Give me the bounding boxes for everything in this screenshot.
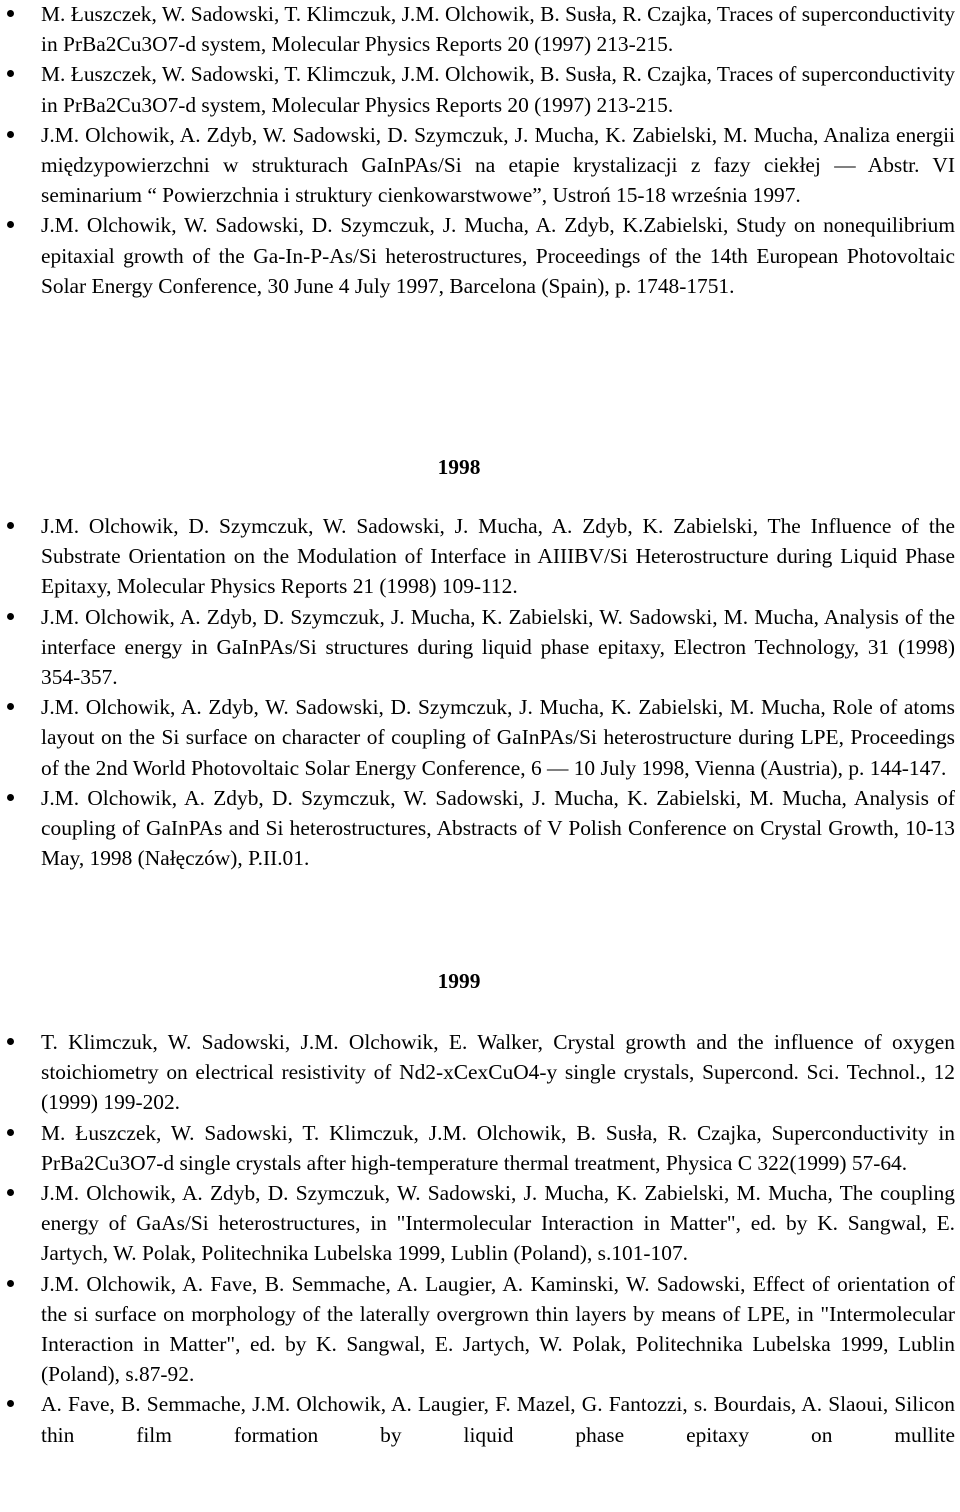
list-item: [0, 1178, 955, 1269]
citation-text: T. Klimczuk, W. Sadowski, J.M. Olchowik, E. Walker, Crystal growth and the influence of oxygen stoichiometry on electrical resistivity of Nd2-xCexCuO4-y single crystals, Supercond. Sci. Technol., 12 (1999) 199-202.: [41, 1030, 955, 1115]
citation-text: J.M. Olchowik, A. Zdyb, D. Szymczuk, W. Sadowski, J. Mucha, K. Zabielski, M. Mucha, The coupling energy of GaAs/Si heterostructures, in "Intermolecular Interaction in Matter", ed. by K. Sangwal, E. Jartych, W. Polak, Politechnika Lubelska 1999, Lublin (Poland), s.101-107.: [41, 1181, 955, 1266]
citation-text: M. Łuszczek, W. Sadowski, T. Klimczuk, J.M. Olchowik, B. Susła, R. Czajka, Superconductivity in PrBa2Cu3O7-d single crystals after high-temperature thermal treatment, Physica C 322(1999) 57-64.: [41, 1120, 955, 1175]
list-item: [0, 0, 955, 59]
citation-text: J.M. Olchowik, W. Sadowski, D. Szymczuk, J. Mucha, A. Zdyb, K.Zabielski, Study on nonequilibrium epitaxial growth of the Ga-In-P-As/Si heterostructures, Proceedings of the 14th European Photovoltaic Solar Energy Conference, 30 June 4 July 1997, Barcelona (Spain), p. 1748-1751.: [41, 213, 955, 298]
publications-1998: [0, 511, 960, 873]
list-item: [0, 1269, 955, 1390]
bullet-icon: [7, 221, 14, 228]
list-item: [0, 692, 955, 783]
bullet-icon: [7, 10, 14, 17]
bullet-icon: [7, 1189, 14, 1196]
publications-1999: [0, 1027, 960, 1450]
citation-text: M. Łuszczek, W. Sadowski, T. Klimczuk, J.M. Olchowik, B. Susła, R. Czajka, Traces of superconductivity in PrBa2Cu3O7-d system, Molecular Physics Reports 20 (1997) 213-215.: [41, 62, 955, 117]
bullet-icon: [7, 1129, 14, 1136]
citation-text: J.M. Olchowik, A. Zdyb, W. Sadowski, D. Szymczuk, J. Mucha, K. Zabielski, M. Mucha, Analiza energii międzypowierzchni w strukturach GaInPAs/Si na etapie krystalizacji z fazy ciekłej ― Abstr. VI seminarium “ Powierzchnia i struktury cienkowarstwowe”, Ustroń 15-18 września 1997.: [41, 122, 955, 208]
list-item: [0, 1389, 955, 1449]
bullet-icon: [7, 1038, 14, 1045]
bullet-icon: [7, 794, 14, 801]
bullet-icon: [7, 613, 14, 620]
bullet-icon: [7, 70, 14, 77]
citation-text: J.M. Olchowik, A. Zdyb, D. Szymczuk, W. Sadowski, J. Mucha, K. Zabielski, M. Mucha, Analysis of coupling of GaInPAs and Si heterostructures, Abstracts of V Polish Conference on Crystal Growth, 10-13 May, 1998 (Nałęczów), P.II.01.: [41, 785, 955, 871]
bullet-icon: [7, 703, 14, 710]
year-heading-1999: 1999: [437, 969, 481, 993]
bullet-icon: [7, 131, 14, 138]
list-item: [0, 59, 955, 119]
citation-text: J.M. Olchowik, A. Zdyb, W. Sadowski, D. Szymczuk, J. Mucha, K. Zabielski, M. Mucha, Role of atoms layout on the Si surface on character of coupling of GaInPAs/Si heterostructure during LPE, Proceedings of the 2nd World Photovoltaic Solar Energy Conference, 6 ― 10 July 1998, Vienna (Austria), p. 144-147.: [41, 695, 955, 780]
list-item: [0, 783, 955, 874]
bullet-icon: [7, 1280, 14, 1287]
citation-text: J.M. Olchowik, D. Szymczuk, W. Sadowski, J. Mucha, A. Zdyb, K. Zabielski, The Influence of the Substrate Orientation on the Modulation of Interface in AIIIBV/Si Heterostructure during Liquid Phase Epitaxy, Molecular Physics Reports 21 (1998) 109-112.: [41, 514, 955, 599]
list-item: [0, 120, 955, 211]
list-item: [0, 511, 955, 602]
citation-text: J.M. Olchowik, A. Fave, B. Semmache, A. Laugier, A. Kaminski, W. Sadowski, Effect of orientation of the si surface on morphology of the laterally overgrown thin layers by means of LPE, in "Intermolecular Interaction in Matter", ed. by K. Sangwal, E. Jartych, W. Polak, Politechnika Lubelska 1999, Lublin (Poland), s.87-92.: [41, 1271, 955, 1387]
citation-text: M. Łuszczek, W. Sadowski, T. Klimczuk, J.M. Olchowik, B. Susła, R. Czajka, Traces of superconductivity in PrBa2Cu3O7-d system, Molecular Physics Reports 20 (1997) 213-215.: [41, 2, 955, 57]
citation-text: A. Fave, B. Semmache, J.M. Olchowik, A. Laugier, F. Mazel, G. Fantozzi, s. Bourdais, A. Slaoui, Silicon thin film formation by liquid phase epitaxy on mullite: [41, 1392, 955, 1447]
list-item: [0, 210, 955, 301]
list-item: [0, 1027, 955, 1118]
citation-text: J.M. Olchowik, A. Zdyb, D. Szymczuk, J. Mucha, K. Zabielski, W. Sadowski, M. Mucha, Analysis of the interface energy in GaInPAs/Si structures during liquid phase epitaxy, Electron Technology, 31 (1998) 354-357.: [41, 604, 955, 690]
bullet-icon: [7, 1400, 14, 1407]
year-heading-1998: 1998: [437, 455, 481, 479]
list-item: [0, 602, 955, 693]
bullet-icon: [7, 522, 14, 529]
list-item: [0, 1118, 955, 1178]
publications-1997: [0, 0, 960, 301]
